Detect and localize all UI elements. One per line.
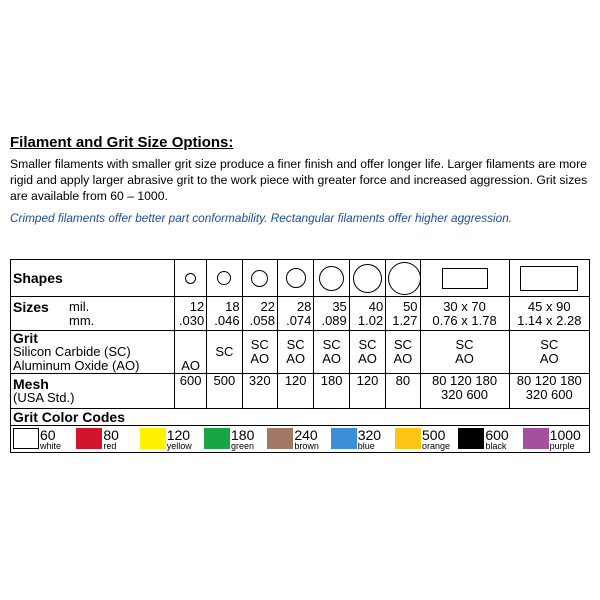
shape-cell: [386, 260, 420, 297]
filament-rectangle-icon: [442, 268, 488, 289]
shape-cell: [175, 260, 207, 297]
mesh-cell: 80: [386, 374, 420, 409]
grit-cell: SC AO: [386, 331, 420, 374]
shape-cell: [509, 260, 589, 297]
grit-number: 60: [40, 426, 56, 443]
size-cell: 50 1.27: [386, 297, 420, 331]
sizes-row: [11, 297, 590, 331]
filament-circle-icon: [217, 271, 231, 285]
filament-circle-icon: [286, 268, 306, 288]
filament-spec-table: [10, 259, 590, 453]
mesh-cell: 80 120 180 320 600: [420, 374, 509, 409]
grit-number: 120: [166, 426, 191, 443]
mesh-cell: 600: [175, 374, 207, 409]
color-chip-green: [204, 428, 230, 449]
shape-cell: [277, 260, 313, 297]
grit-cell: SC AO: [420, 331, 509, 374]
sizes-label-cell: [11, 297, 175, 331]
shape-cell: [207, 260, 242, 297]
grit-cell: SC AO: [349, 331, 385, 374]
mesh-cell: 320: [242, 374, 277, 409]
color-chip-red: [76, 428, 102, 449]
color-chip-purple: [523, 428, 549, 449]
color-chip-brown: [267, 428, 293, 449]
size-cell: 18 .046: [207, 297, 242, 331]
grit-color-swatch: [13, 428, 76, 451]
color-chip-yellow: [140, 428, 166, 449]
grit-number: 240: [294, 426, 318, 443]
shape-cell: [314, 260, 349, 297]
grit-color-swatch: [76, 428, 139, 451]
grit-cell: SC: [207, 331, 242, 374]
color-chip-white: [13, 428, 39, 449]
filament-note: Crimped filaments offer better part conformability. Rectangular filaments offer higher aggression.: [10, 211, 513, 225]
size-cell: 40 1.02: [349, 297, 385, 331]
intro-paragraph: Smaller filaments with smaller grit size produce a finer finish and offer longer life. Larger filaments are more rigid and apply larger abrasive grit to the work piece with greater force and increased aggression. Grit sizes are available from 60 – 1000.: [10, 157, 588, 203]
grit-color-swatch: [331, 428, 395, 451]
grit-number: 1000: [549, 426, 581, 443]
mesh-cell: 80 120 180 320 600: [509, 374, 589, 409]
size-cell: 30 x 70 0.76 x 1.78: [420, 297, 509, 331]
filament-circle-icon: [353, 264, 382, 293]
grit-color-name: brown: [294, 440, 319, 451]
grit-color-title-row: [11, 409, 590, 426]
grit-color-swatch-row: [11, 426, 590, 453]
sizes-unit-mil: mil.: [69, 298, 90, 314]
grit-sc-label: Silicon Carbide (SC): [13, 344, 131, 359]
shape-cell: [420, 260, 509, 297]
grit-number: 600: [485, 426, 509, 443]
grit-color-name: black: [485, 440, 507, 451]
grit-label: Grit: [13, 330, 38, 346]
grit-color-name: yellow: [166, 440, 192, 451]
color-chip-orange: [395, 428, 421, 449]
shapes-row: [11, 260, 590, 297]
grit-color-name: green: [231, 440, 255, 451]
shape-cell: [349, 260, 385, 297]
grit-color-swatches: [13, 428, 587, 451]
grit-color-swatch: [395, 428, 458, 451]
color-chip-blue: [331, 428, 357, 449]
grit-row: [11, 331, 590, 374]
grit-number: 80: [103, 426, 119, 443]
grit-number: 320: [357, 426, 382, 443]
color-chip-black: [458, 428, 484, 449]
grit-color-name: white: [40, 440, 62, 451]
mesh-label-cell: [11, 374, 175, 409]
grit-number: 180: [231, 426, 255, 443]
mesh-cell: 180: [314, 374, 349, 409]
shape-cell: [242, 260, 277, 297]
mesh-row: [11, 374, 590, 409]
grit-color-swatch: [140, 428, 204, 451]
mesh-cell: 500: [207, 374, 242, 409]
size-cell: 45 x 90 1.14 x 2.28: [509, 297, 589, 331]
grit-color-swatch: [458, 428, 522, 451]
filament-circle-icon: [185, 273, 196, 284]
filament-circle-icon: [319, 266, 344, 291]
mesh-label: Mesh: [13, 376, 49, 392]
sizes-label: Sizes: [13, 298, 49, 315]
grit-color-name: blue: [357, 440, 375, 451]
grit-color-swatch-cell: [11, 426, 590, 453]
filament-rectangle-icon: [520, 266, 578, 291]
grit-color-swatch: [204, 428, 267, 451]
grit-number: 500: [422, 426, 446, 443]
grit-ao-label: Aluminum Oxide (AO): [13, 358, 140, 373]
grit-label-cell: [11, 331, 175, 374]
shapes-label: Shapes: [11, 260, 175, 297]
grit-color-name: purple: [549, 440, 575, 451]
grit-cell: SC AO: [242, 331, 277, 374]
mesh-sub-label: (USA Std.): [13, 390, 75, 405]
size-cell: 28 .074: [277, 297, 313, 331]
grit-color-swatch: [267, 428, 330, 451]
grit-cell: SC AO: [314, 331, 349, 374]
mesh-cell: 120: [349, 374, 385, 409]
size-cell: 35 .089: [314, 297, 349, 331]
grit-cell: AO: [175, 331, 207, 374]
section-heading: Filament and Grit Size Options:: [10, 134, 234, 151]
grit-color-label: Grit Color Codes: [11, 409, 590, 426]
mesh-cell: 120: [277, 374, 313, 409]
sizes-unit-mm: mm.: [69, 312, 95, 328]
grit-cell: SC AO: [509, 331, 589, 374]
grit-color-name: red: [103, 440, 117, 451]
size-cell: 12 .030: [175, 297, 207, 331]
grit-color-name: orange: [422, 440, 451, 451]
size-cell: 22 .058: [242, 297, 277, 331]
grit-color-swatch: [523, 428, 587, 451]
grit-cell: SC AO: [277, 331, 313, 374]
filament-circle-icon: [388, 262, 421, 295]
filament-circle-icon: [251, 270, 268, 287]
